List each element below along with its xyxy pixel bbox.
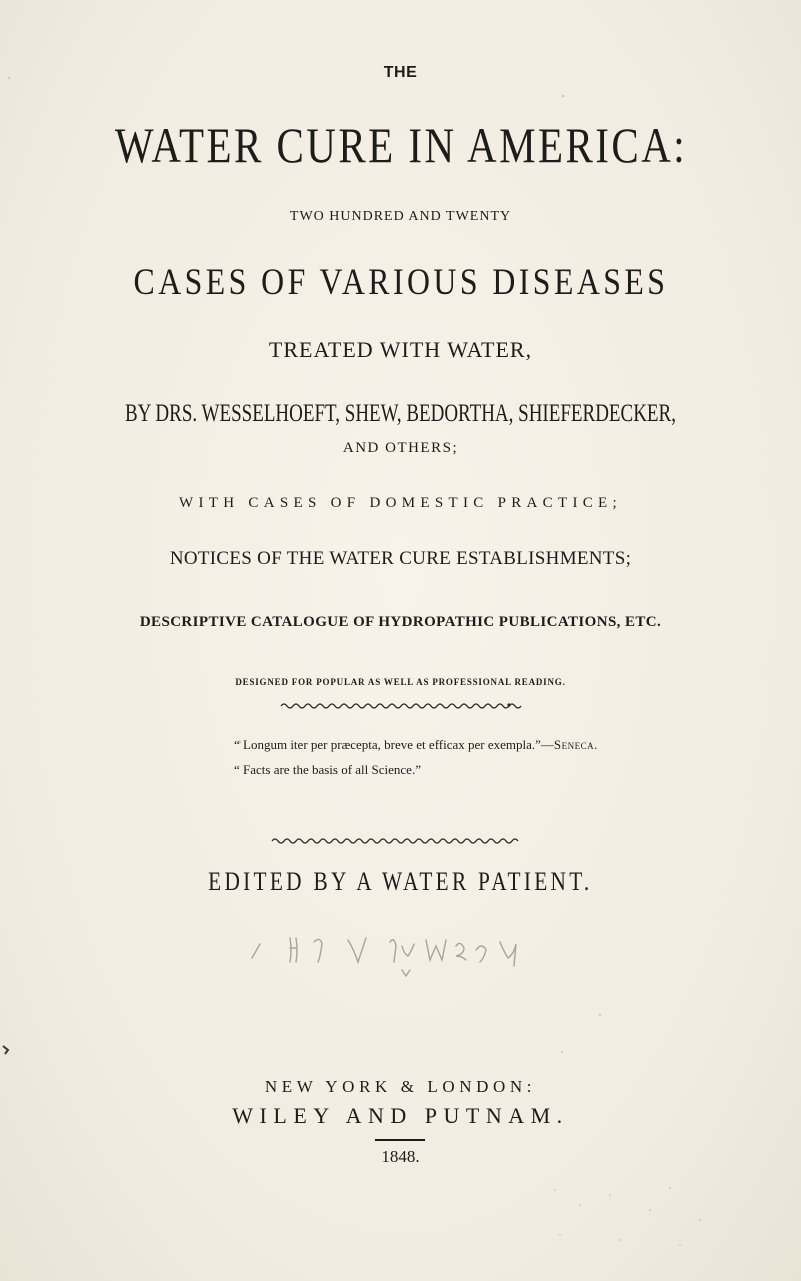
subtitle-treated: TREATED WITH WATER, bbox=[268, 337, 533, 362]
doctors-line bbox=[0, 399, 801, 429]
wavy-rule-bottom bbox=[0, 836, 801, 846]
subtitle-cases-text: CASES OF VARIOUS DISEASES bbox=[133, 262, 668, 303]
title-article: THE bbox=[383, 64, 418, 81]
domestic-practice-line: WITH CASES OF DOMESTIC PRACTICE; bbox=[179, 495, 622, 511]
imprint-publisher: WILEY AND PUTNAM. bbox=[232, 1103, 569, 1128]
and-others-line: AND OTHERS; bbox=[342, 440, 459, 456]
main-title bbox=[0, 115, 801, 175]
epigraph-seneca-text: “ Longum iter per præcepta, breve et efficax per exempla.”— bbox=[234, 737, 554, 752]
designed-for-line: DESIGNED FOR POPULAR AS WELL AS PROFESSIONAL READING. bbox=[235, 677, 566, 687]
handwritten-signature bbox=[230, 902, 570, 982]
epigraph-facts: “ Facts are the basis of all Science.” bbox=[234, 762, 421, 777]
imprint-place: NEW YORK & LONDON: bbox=[264, 1077, 537, 1096]
imprint-rule bbox=[375, 1139, 425, 1141]
subtitle-count: TWO HUNDRED AND TWENTY bbox=[289, 209, 512, 224]
epigraph-seneca-author: Seneca. bbox=[553, 737, 598, 752]
epigraph-seneca bbox=[234, 737, 598, 753]
wavy-rule-top bbox=[0, 701, 801, 711]
main-title-text: WATER CURE IN AMERICA: bbox=[114, 117, 687, 173]
doctors-line-text: BY DRS. WESSELHOEFT, SHEW, BEDORTHA, SHIEFERDECKER, bbox=[125, 400, 676, 427]
edited-by-line bbox=[0, 866, 801, 898]
catalogue-line: DESCRIPTIVE CATALOGUE OF HYDROPATHIC PUBLICATIONS, ETC. bbox=[139, 614, 662, 630]
subtitle-cases bbox=[0, 261, 801, 305]
imprint-year: 1848. bbox=[381, 1147, 420, 1166]
notices-line: NOTICES OF THE WATER CURE ESTABLISHMENTS; bbox=[169, 548, 632, 569]
edited-by-text: EDITED BY A WATER PATIENT. bbox=[208, 867, 593, 896]
